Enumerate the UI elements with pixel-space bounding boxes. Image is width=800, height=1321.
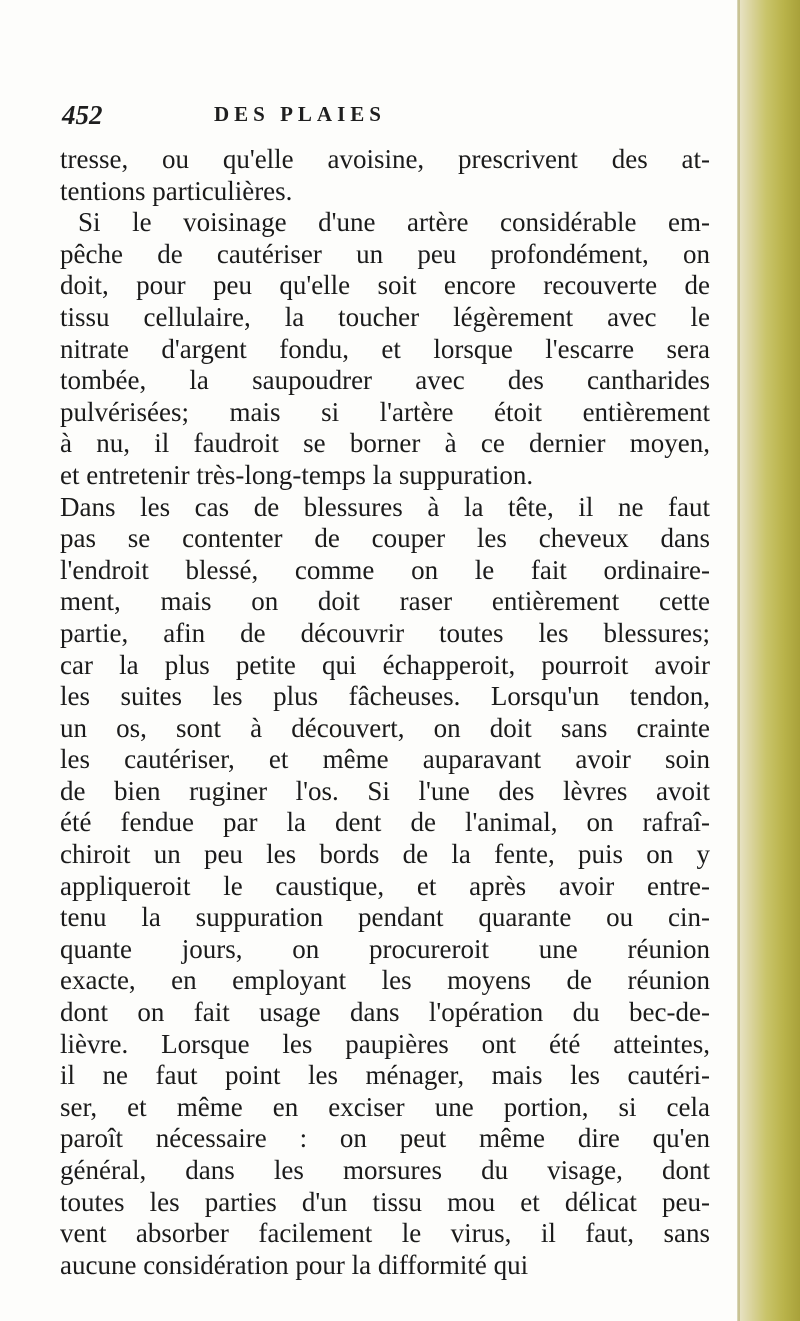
text-line: nitrate d'argent fondu, et lorsque l'escarre sera [60, 333, 710, 364]
text-line: les suites les plus fâcheuses. Lorsqu'un tendon, [60, 681, 710, 712]
text-line: tresse, ou qu'elle avoisine, prescrivent des at- [60, 144, 710, 174]
text-line: ment, mais on doit raser entièrement cette [60, 586, 710, 617]
text-line: il ne faut point les ménager, mais les cautéri- [60, 1060, 710, 1091]
text-line: général, dans les morsures du visage, dont [60, 1155, 710, 1185]
text-line: vent absorber facilement le virus, il faut, sans [60, 1218, 710, 1249]
body-text [60, 144, 710, 1281]
text-line: de bien ruginer l'os. Si l'une des lèvres avoit [60, 775, 710, 806]
text-line: un os, sont à découvert, on doit sans crainte [60, 712, 710, 743]
text-line: pêche de cautériser un peu profondément, on [60, 238, 710, 269]
text-line: Dans les cas de blessures à la tête, il ne faut [60, 491, 710, 522]
text-line: tentions particulières. [60, 175, 293, 206]
text-line: appliqueroit le caustique, et après avoir entre- [60, 870, 710, 901]
text-line: dont on fait usage dans l'opération du bec-de- [60, 997, 710, 1028]
text-line: tombée, la saupoudrer avec des cantharides [60, 365, 710, 396]
page-number: 452 [62, 100, 103, 130]
text-line: et entretenir très-long-temps la suppuration. [60, 459, 534, 490]
text-line: toutes les parties d'un tissu mou et délicat peu- [60, 1186, 710, 1217]
text-line: Si le voisinage d'une artère considérable em- [78, 207, 710, 238]
page-edge-shadow [738, 0, 800, 1321]
text-line: l'endroit blessé, comme on le fait ordinaire- [60, 554, 710, 585]
text-line: tissu cellulaire, la toucher légèrement avec le [60, 301, 710, 332]
text-line: lièvre. Lorsque les paupières ont été atteintes, [60, 1028, 710, 1059]
text-line: ser, et même en exciser une portion, si cela [60, 1091, 710, 1122]
text-line: car la plus petite qui échapperoit, pourroit avoir [60, 649, 710, 680]
page-header [62, 100, 702, 134]
text-line: aucune considération pour la difformité qui [60, 1249, 529, 1280]
text-line: quante jours, on procureroit une réunion [60, 933, 710, 964]
text-line: été fendue par la dent de l'animal, on rafraî- [60, 807, 710, 838]
text-line: les cautériser, et même auparavant avoir soin [60, 744, 710, 775]
text-line: tenu la suppuration pendant quarante ou cin- [60, 902, 710, 933]
text-line: chiroit un peu les bords de la fente, puis on y [60, 839, 710, 870]
text-line: partie, afin de découvrir toutes les blessures; [60, 617, 710, 648]
text-line: doit, pour peu qu'elle soit encore recouverte de [60, 270, 710, 301]
text-line: exacte, en employant les moyens de réunion [60, 965, 710, 996]
text-line: à nu, il faudroit se borner à ce dernier moyen, [60, 428, 710, 459]
text-line: pas se contenter de couper les cheveux dans [60, 523, 710, 554]
running-title: DES PLAIES [214, 102, 386, 126]
text-line: pulvérisées; mais si l'artère étoit entièrement [60, 396, 710, 427]
text-line: paroît nécessaire : on peut même dire qu'en [60, 1123, 710, 1154]
page-edge-line [737, 0, 740, 1321]
